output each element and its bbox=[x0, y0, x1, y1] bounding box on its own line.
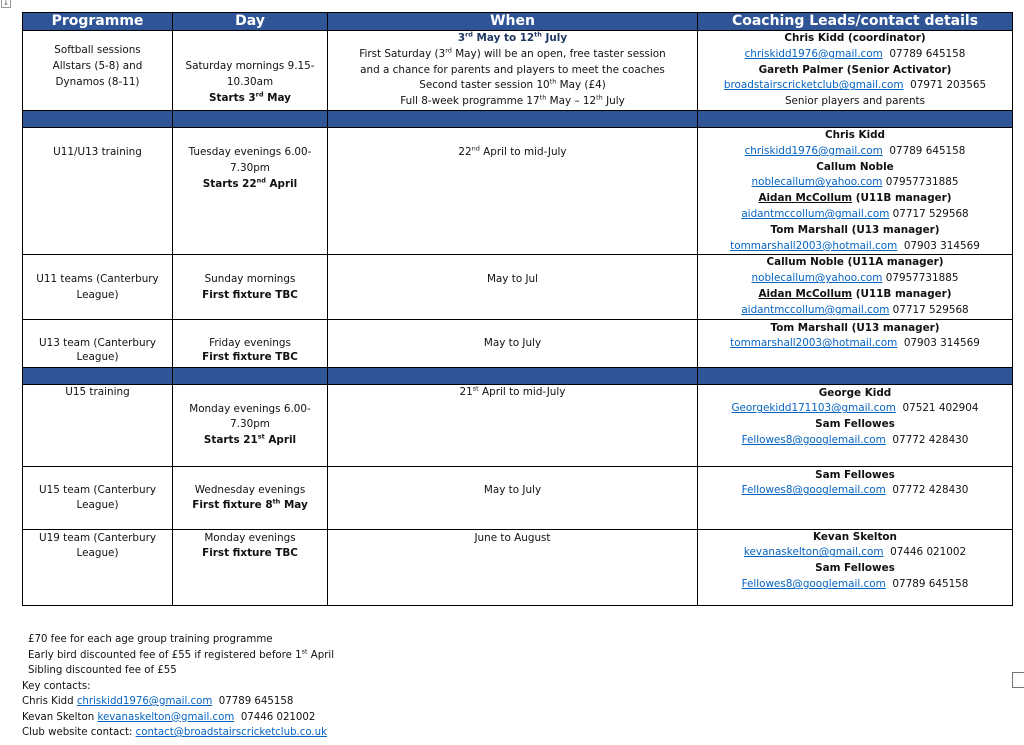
contacts-cell: Chris Kidd (coordinator) chriskidd1976@gmail.com 07789 645158 Gareth Palmer (Senior Activator) broadstairscricketclub@gmail.com 07971 203565 Senior players and parents bbox=[698, 31, 1013, 111]
email-link[interactable]: noblecallum@yahoo.com bbox=[751, 272, 883, 285]
email-link[interactable]: contact@broadstairscricketclub.co.uk bbox=[135, 727, 328, 738]
table-row bbox=[23, 31, 1013, 111]
paragraph-anchor-icon: ↓ bbox=[1, 0, 11, 8]
programme-cell: U13 team (Canterbury League) bbox=[23, 319, 173, 367]
email-link[interactable]: aidantmccollum@gmail.com bbox=[741, 207, 890, 220]
when-cell: 22nd April to mid-July bbox=[328, 128, 698, 255]
when-title: 3rd May to 12th July bbox=[457, 30, 568, 44]
when-cell: May to July bbox=[328, 319, 698, 367]
day-cell: Tuesday evenings 6.00- 7.30pm Starts 22nd April bbox=[173, 128, 328, 255]
page-edge-marker bbox=[1012, 672, 1024, 688]
email-link[interactable]: chriskidd1976@gmail.com bbox=[744, 47, 883, 60]
header-contacts: Coaching Leads/contact details bbox=[698, 13, 1013, 31]
email-link[interactable]: aidantmccollum@gmail.com bbox=[741, 303, 890, 316]
contacts-cell: Chris Kidd chriskidd1976@gmail.com 07789 645158 Callum Noble noblecallum@yahoo.com 07957731885 Aidan McCollum (U11B manager) aidantmccollum@gmail.com 07717 529568 Tom Marshall (U13 manager) tommarshall2003@hotmail.com 07903 314569 bbox=[698, 128, 1013, 255]
fee-note: £70 fee for each age group training programme bbox=[28, 634, 273, 645]
header-day: Day bbox=[173, 13, 328, 31]
programme-cell: U11/U13 training bbox=[23, 128, 173, 255]
email-link[interactable]: tommarshall2003@hotmail.com bbox=[730, 239, 898, 252]
table-row bbox=[23, 128, 1013, 255]
header-when: When bbox=[328, 13, 698, 31]
table-header-row bbox=[23, 13, 1013, 31]
programme-cell: U19 team (Canterbury League) bbox=[23, 529, 173, 605]
when-cell: 3rd May to 12th July First Saturday (3rd May) will be an open, free taster session and a chance for parents and players to meet the coaches Second taster session 10th May (£4) Full 8-week programme 17th May – 12th July bbox=[328, 31, 698, 111]
when-cell: June to August bbox=[328, 529, 698, 605]
day-cell: Friday evenings First fixture TBC bbox=[173, 319, 328, 367]
day-cell: Monday evenings 6.00- 7.30pm Starts 21st April bbox=[173, 384, 328, 466]
table-row bbox=[23, 319, 1013, 367]
programme-cell: Softball sessions Allstars (5-8) and Dynamos (8-11) bbox=[23, 31, 173, 111]
key-contact: Kevan Skelton kevanaskelton@gmail.com 07446 021002 bbox=[22, 711, 316, 723]
table-row bbox=[23, 466, 1013, 529]
table-row bbox=[23, 384, 1013, 466]
email-link[interactable]: kevanaskelton@gmail.com bbox=[97, 711, 235, 723]
contacts-cell: Sam Fellowes Fellowes8@googlemail.com 07772 428430 bbox=[698, 466, 1013, 529]
separator-row bbox=[23, 367, 1013, 384]
day-cell: Saturday mornings 9.15- 10.30am Starts 3rd May bbox=[173, 31, 328, 111]
separator-row bbox=[23, 111, 1013, 128]
email-link[interactable]: Fellowes8@googlemail.com bbox=[741, 577, 886, 590]
email-link[interactable]: chriskidd1976@gmail.com bbox=[76, 696, 213, 707]
email-link[interactable]: Fellowes8@googlemail.com bbox=[741, 484, 886, 497]
first-fixture: First fixture 8th May bbox=[192, 497, 308, 512]
programme-table bbox=[22, 12, 1013, 606]
start-date: Starts 21st April bbox=[203, 432, 297, 447]
start-date: Starts 22nd April bbox=[202, 176, 298, 190]
key-contact: Club website contact: contact@broadstairscricketclub.co.uk bbox=[22, 727, 328, 738]
when-cell: 21st April to mid-July bbox=[328, 384, 698, 466]
contacts-cell: Callum Noble (U11A manager) noblecallum@yahoo.com 07957731885 Aidan McCollum (U11B manager) aidantmccollum@gmail.com 07717 529568 bbox=[698, 255, 1013, 319]
early-bird-note: Early bird discounted fee of £55 if registered before 1st April bbox=[28, 647, 335, 661]
programme-cell: U11 teams (Canterbury League) bbox=[23, 255, 173, 319]
email-link[interactable]: Georgekidd171103@gmail.com bbox=[731, 402, 896, 415]
when-cell: May to July bbox=[328, 466, 698, 529]
programme-cell: U15 team (Canterbury League) bbox=[23, 466, 173, 529]
day-cell: Sunday mornings First fixture TBC bbox=[173, 255, 328, 319]
email-link[interactable]: noblecallum@yahoo.com bbox=[751, 176, 883, 189]
start-date: Starts 3rd May bbox=[209, 90, 291, 104]
email-link[interactable]: tommarshall2003@hotmail.com bbox=[730, 337, 898, 350]
table-row bbox=[23, 529, 1013, 605]
email-link[interactable]: kevanaskelton@gmail.com bbox=[743, 546, 884, 559]
email-link[interactable]: Fellowes8@googlemail.com bbox=[741, 433, 886, 446]
day-cell: Wednesday evenings First fixture 8th May bbox=[173, 466, 328, 529]
day-cell: Monday evenings First fixture TBC bbox=[173, 529, 328, 605]
notes-section bbox=[22, 632, 334, 741]
sibling-note: Sibling discounted fee of £55 bbox=[28, 665, 177, 676]
key-contact: Chris Kidd chriskidd1976@gmail.com 07789 645158 bbox=[22, 696, 294, 707]
contacts-cell: Tom Marshall (U13 manager) tommarshall2003@hotmail.com 07903 314569 bbox=[698, 319, 1013, 367]
email-link[interactable]: broadstairscricketclub@gmail.com bbox=[723, 79, 904, 92]
contacts-cell: Kevan Skelton kevanaskelton@gmail.com 07446 021002 Sam Fellowes Fellowes8@googlemail.com 07789 645158 bbox=[698, 529, 1013, 605]
programme-cell: U15 training bbox=[23, 384, 173, 466]
header-programme: Programme bbox=[23, 13, 173, 31]
when-cell: May to Jul bbox=[328, 255, 698, 319]
key-contacts-title: Key contacts: bbox=[22, 680, 91, 692]
table-row bbox=[23, 255, 1013, 319]
contacts-cell: George Kidd Georgekidd171103@gmail.com 07521 402904 Sam Fellowes Fellowes8@googlemail.com 07772 428430 bbox=[698, 384, 1013, 466]
email-link[interactable]: chriskidd1976@gmail.com bbox=[744, 144, 883, 157]
